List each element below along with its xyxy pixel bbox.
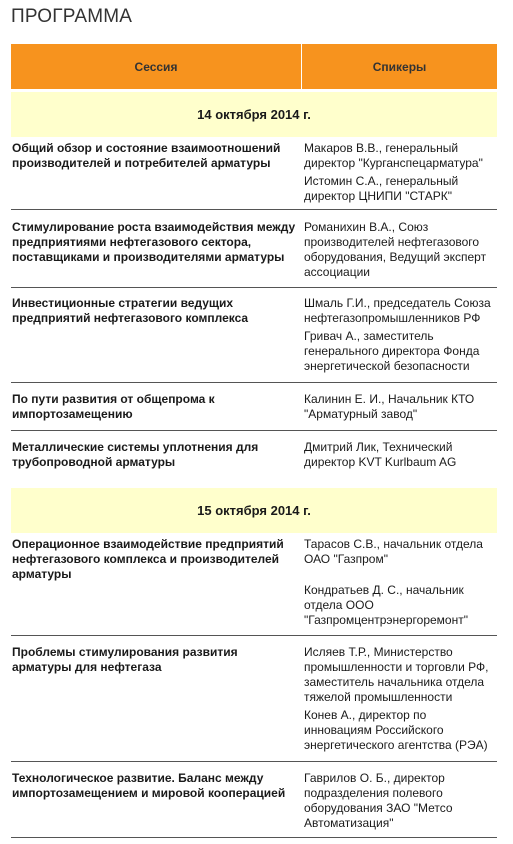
table-row: [11, 288, 497, 383]
table-row: [11, 762, 497, 838]
speaker: Гаврилов О. Б., директор подразделения полевого оборудования ЗАО "Метсо Автоматизация": [304, 771, 453, 830]
speaker: Дмитрий Лик, Технический директор KVT Kurlbaum AG: [304, 440, 457, 469]
day-header: 15 октября 2014 г.: [11, 488, 497, 533]
session-title: Операционное взаимодействие предприятий нефтегазового комплекса и производителей арматуры: [12, 537, 284, 581]
speakers-cell: [304, 440, 496, 470]
speakers-cell: [304, 771, 496, 831]
speaker: Романихин В.А., Союз производителей нефтегазового оборудования, Ведущий эксперт ассоциации: [304, 220, 487, 279]
speaker: Конев А., директор по инновациям Российского энергетического агентства (РЭА): [304, 708, 488, 752]
speaker: Кондратьев Д. С., начальник отдела ООО "Газпромцентрэнергоремонт": [304, 583, 468, 627]
speakers-cell: [304, 296, 496, 374]
speaker: Шмаль Г.И., председатель Союза нефтегазопромышленников РФ: [304, 296, 491, 325]
session-title: Проблемы стимулирования развития арматуры для нефтегаза: [12, 645, 238, 674]
header-session: Сессия: [11, 44, 302, 89]
speakers-cell: [304, 220, 496, 280]
session-title: Инвестиционные стратегии ведущих предприятий нефтегазового комплекса: [12, 296, 249, 325]
speakers-cell: [304, 645, 496, 753]
page-title: ПРОГРАММА: [11, 6, 133, 27]
table-row: [11, 431, 497, 477]
speaker: Тарасов С.В., начальник отдела ОАО "Газпром": [304, 537, 483, 566]
table-row: [11, 383, 497, 431]
speaker: Истомин С.А., генеральный директор ЦНИПИ "СТАРК": [304, 174, 459, 203]
session-title: Стимулирование роста взаимодействия между предприятиями нефтегазового сектора, поставщиками и производителями арматуры: [12, 220, 296, 264]
speaker: Исляев Т.Р., Министерство промышленности и торговли РФ, заместитель начальника отдела тяжелой промышленности: [304, 645, 489, 704]
table-row: [11, 210, 497, 288]
session-title: По пути развития от общепрома к импортозамещению: [12, 392, 215, 421]
speaker: Макаров В.В., генеральный директор "Курганспецарматура": [304, 141, 483, 170]
session-title: Общий обзор и состояние взаимоотношений производителей и потребителей арматуры: [12, 141, 281, 170]
day-header: 14 октября 2014 г.: [11, 92, 497, 137]
speakers-cell: [304, 537, 496, 628]
table-header: [11, 44, 497, 89]
speakers-cell: [304, 141, 496, 204]
header-speakers: Спикеры: [372, 59, 427, 74]
session-title: Металлические системы уплотнения для трубопроводной арматуры: [12, 440, 259, 469]
table-row: [11, 137, 497, 210]
speakers-cell: [304, 392, 496, 422]
table-row: [11, 636, 497, 762]
speaker: Калинин Е. И., Начальник КТО "Арматурный завод": [304, 392, 475, 421]
table-row: [11, 533, 497, 636]
speaker: Гривач А., заместитель генерального директора Фонда энергетической безопасности: [304, 329, 480, 373]
session-title: Технологическое развитие. Баланс между импортозамещением и мировой кооперацией: [12, 771, 286, 800]
